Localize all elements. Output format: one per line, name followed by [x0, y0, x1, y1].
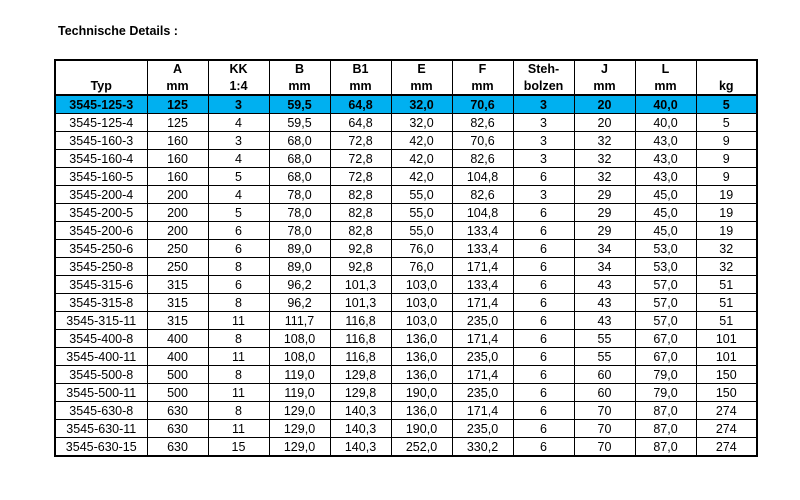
- cell-typ: 3545-315-8: [55, 294, 147, 312]
- cell-f: 235,0: [452, 348, 513, 366]
- cell-j: 29: [574, 186, 635, 204]
- cell-typ: 3545-160-4: [55, 150, 147, 168]
- cell-l: 79,0: [635, 366, 696, 384]
- cell-kg: 51: [696, 294, 757, 312]
- header-kg-top: [696, 60, 757, 77]
- cell-b1: 72,8: [330, 168, 391, 186]
- table-row: [55, 294, 757, 312]
- cell-b1: 140,3: [330, 420, 391, 438]
- table-row: [55, 132, 757, 150]
- cell-l: 53,0: [635, 258, 696, 276]
- cell-l: 57,0: [635, 276, 696, 294]
- cell-f: 171,4: [452, 402, 513, 420]
- cell-b1: 82,8: [330, 186, 391, 204]
- cell-b: 89,0: [269, 240, 330, 258]
- cell-typ: 3545-160-3: [55, 132, 147, 150]
- cell-kg: 150: [696, 366, 757, 384]
- cell-steh: 6: [513, 222, 574, 240]
- cell-kg: 9: [696, 132, 757, 150]
- cell-l: 43,0: [635, 168, 696, 186]
- table-header: [55, 60, 757, 95]
- cell-kg: 274: [696, 402, 757, 420]
- cell-e: 136,0: [391, 330, 452, 348]
- cell-b: 59,5: [269, 95, 330, 114]
- cell-kk: 11: [208, 420, 269, 438]
- cell-kg: 51: [696, 312, 757, 330]
- cell-steh: 3: [513, 132, 574, 150]
- cell-typ: 3545-500-8: [55, 366, 147, 384]
- cell-j: 60: [574, 366, 635, 384]
- cell-e: 190,0: [391, 420, 452, 438]
- cell-typ: 3545-315-11: [55, 312, 147, 330]
- cell-a: 160: [147, 168, 208, 186]
- cell-kg: 274: [696, 438, 757, 457]
- cell-kg: 19: [696, 186, 757, 204]
- cell-kk: 6: [208, 276, 269, 294]
- cell-steh: 3: [513, 150, 574, 168]
- cell-kk: 11: [208, 384, 269, 402]
- cell-f: 104,8: [452, 168, 513, 186]
- cell-steh: 3: [513, 114, 574, 132]
- cell-steh: 6: [513, 366, 574, 384]
- cell-steh: 6: [513, 204, 574, 222]
- cell-l: 57,0: [635, 312, 696, 330]
- cell-j: 55: [574, 348, 635, 366]
- cell-b1: 64,8: [330, 114, 391, 132]
- cell-f: 171,4: [452, 366, 513, 384]
- header-e-unit: mm: [391, 77, 452, 95]
- cell-j: 29: [574, 222, 635, 240]
- cell-b1: 140,3: [330, 438, 391, 457]
- cell-b: 59,5: [269, 114, 330, 132]
- cell-typ: 3545-630-15: [55, 438, 147, 457]
- cell-e: 42,0: [391, 132, 452, 150]
- cell-kk: 11: [208, 348, 269, 366]
- cell-kk: 5: [208, 204, 269, 222]
- cell-e: 76,0: [391, 258, 452, 276]
- cell-typ: 3545-630-11: [55, 420, 147, 438]
- cell-steh: 6: [513, 384, 574, 402]
- cell-kk: 8: [208, 330, 269, 348]
- cell-a: 630: [147, 402, 208, 420]
- table-row: [55, 348, 757, 366]
- cell-l: 79,0: [635, 384, 696, 402]
- header-b-unit: mm: [269, 77, 330, 95]
- header-j-unit: mm: [574, 77, 635, 95]
- cell-typ: 3545-200-4: [55, 186, 147, 204]
- table-body: [55, 95, 757, 456]
- cell-b: 119,0: [269, 384, 330, 402]
- cell-a: 250: [147, 240, 208, 258]
- header-j-top: J: [574, 60, 635, 77]
- cell-typ: 3545-160-5: [55, 168, 147, 186]
- cell-kk: 3: [208, 132, 269, 150]
- cell-l: 43,0: [635, 150, 696, 168]
- header-f-unit: mm: [452, 77, 513, 95]
- table-row: [55, 186, 757, 204]
- cell-l: 53,0: [635, 240, 696, 258]
- cell-b1: 129,8: [330, 384, 391, 402]
- cell-e: 103,0: [391, 294, 452, 312]
- cell-f: 70,6: [452, 132, 513, 150]
- cell-b1: 116,8: [330, 348, 391, 366]
- cell-b: 78,0: [269, 186, 330, 204]
- cell-l: 45,0: [635, 222, 696, 240]
- cell-a: 630: [147, 420, 208, 438]
- cell-b1: 72,8: [330, 132, 391, 150]
- cell-j: 70: [574, 420, 635, 438]
- cell-b: 68,0: [269, 132, 330, 150]
- cell-b: 129,0: [269, 420, 330, 438]
- section-title: Technische Details :: [58, 24, 178, 38]
- cell-j: 43: [574, 276, 635, 294]
- cell-steh: 6: [513, 294, 574, 312]
- table-row: [55, 420, 757, 438]
- cell-steh: 6: [513, 240, 574, 258]
- cell-b: 96,2: [269, 294, 330, 312]
- cell-j: 70: [574, 438, 635, 457]
- cell-b: 129,0: [269, 402, 330, 420]
- cell-l: 45,0: [635, 204, 696, 222]
- cell-j: 60: [574, 384, 635, 402]
- cell-f: 235,0: [452, 420, 513, 438]
- cell-kg: 101: [696, 330, 757, 348]
- cell-l: 67,0: [635, 348, 696, 366]
- cell-f: 70,6: [452, 95, 513, 114]
- cell-kg: 150: [696, 384, 757, 402]
- cell-j: 20: [574, 114, 635, 132]
- cell-kg: 5: [696, 114, 757, 132]
- cell-a: 400: [147, 330, 208, 348]
- cell-b1: 92,8: [330, 240, 391, 258]
- cell-typ: 3545-125-3: [55, 95, 147, 114]
- cell-e: 42,0: [391, 168, 452, 186]
- table-row: [55, 438, 757, 457]
- cell-f: 330,2: [452, 438, 513, 457]
- cell-steh: 6: [513, 402, 574, 420]
- table-row: [55, 114, 757, 132]
- header-stehbolzen-top: Steh-: [513, 60, 574, 77]
- cell-j: 20: [574, 95, 635, 114]
- cell-a: 160: [147, 150, 208, 168]
- cell-j: 32: [574, 150, 635, 168]
- cell-kg: 9: [696, 168, 757, 186]
- cell-steh: 3: [513, 95, 574, 114]
- cell-f: 171,4: [452, 330, 513, 348]
- cell-f: 133,4: [452, 276, 513, 294]
- cell-f: 82,6: [452, 114, 513, 132]
- cell-kk: 4: [208, 150, 269, 168]
- cell-e: 136,0: [391, 366, 452, 384]
- cell-e: 190,0: [391, 384, 452, 402]
- cell-typ: 3545-500-11: [55, 384, 147, 402]
- cell-l: 57,0: [635, 294, 696, 312]
- table-row: [55, 330, 757, 348]
- header-stehbolzen-bottom: bolzen: [513, 77, 574, 95]
- cell-steh: 6: [513, 276, 574, 294]
- cell-b: 119,0: [269, 366, 330, 384]
- cell-j: 32: [574, 132, 635, 150]
- cell-kk: 4: [208, 186, 269, 204]
- cell-e: 136,0: [391, 402, 452, 420]
- cell-typ: 3545-400-11: [55, 348, 147, 366]
- cell-b1: 116,8: [330, 312, 391, 330]
- cell-kk: 4: [208, 114, 269, 132]
- cell-b: 129,0: [269, 438, 330, 457]
- cell-a: 250: [147, 258, 208, 276]
- cell-b: 68,0: [269, 168, 330, 186]
- cell-steh: 6: [513, 348, 574, 366]
- cell-kg: 32: [696, 240, 757, 258]
- cell-l: 87,0: [635, 420, 696, 438]
- cell-j: 70: [574, 402, 635, 420]
- table-row: [55, 312, 757, 330]
- cell-a: 125: [147, 114, 208, 132]
- cell-typ: 3545-200-5: [55, 204, 147, 222]
- cell-b: 68,0: [269, 150, 330, 168]
- header-f-top: F: [452, 60, 513, 77]
- cell-a: 315: [147, 294, 208, 312]
- cell-a: 400: [147, 348, 208, 366]
- header-kg: kg: [696, 77, 757, 95]
- cell-l: 40,0: [635, 95, 696, 114]
- cell-kk: 11: [208, 312, 269, 330]
- cell-e: 76,0: [391, 240, 452, 258]
- cell-a: 315: [147, 276, 208, 294]
- table-row: [55, 95, 757, 114]
- cell-a: 125: [147, 95, 208, 114]
- cell-steh: 6: [513, 168, 574, 186]
- cell-kk: 8: [208, 402, 269, 420]
- cell-typ: 3545-250-8: [55, 258, 147, 276]
- header-kk-top: KK: [208, 60, 269, 77]
- cell-kg: 19: [696, 204, 757, 222]
- cell-f: 82,6: [452, 150, 513, 168]
- cell-kk: 8: [208, 294, 269, 312]
- header-row-top: [55, 60, 757, 77]
- cell-l: 67,0: [635, 330, 696, 348]
- cell-f: 235,0: [452, 312, 513, 330]
- cell-kk: 6: [208, 240, 269, 258]
- cell-kg: 274: [696, 420, 757, 438]
- header-typ-top: [55, 60, 147, 77]
- table-row: [55, 204, 757, 222]
- header-l-unit: mm: [635, 77, 696, 95]
- table-row: [55, 240, 757, 258]
- cell-f: 104,8: [452, 204, 513, 222]
- cell-b1: 72,8: [330, 150, 391, 168]
- header-b1-top: B1: [330, 60, 391, 77]
- header-row-bottom: [55, 77, 757, 95]
- cell-typ: 3545-315-6: [55, 276, 147, 294]
- table-row: [55, 366, 757, 384]
- cell-b: 78,0: [269, 222, 330, 240]
- table-row: [55, 168, 757, 186]
- cell-b: 78,0: [269, 204, 330, 222]
- cell-b1: 129,8: [330, 366, 391, 384]
- cell-kg: 19: [696, 222, 757, 240]
- cell-kk: 6: [208, 222, 269, 240]
- cell-kg: 9: [696, 150, 757, 168]
- cell-steh: 6: [513, 258, 574, 276]
- cell-steh: 6: [513, 438, 574, 457]
- cell-f: 171,4: [452, 258, 513, 276]
- cell-j: 34: [574, 240, 635, 258]
- cell-f: 82,6: [452, 186, 513, 204]
- cell-a: 500: [147, 384, 208, 402]
- cell-b: 108,0: [269, 348, 330, 366]
- cell-j: 29: [574, 204, 635, 222]
- header-typ: Typ: [55, 77, 147, 95]
- cell-b: 96,2: [269, 276, 330, 294]
- cell-b: 108,0: [269, 330, 330, 348]
- cell-a: 200: [147, 204, 208, 222]
- cell-steh: 6: [513, 312, 574, 330]
- cell-kg: 101: [696, 348, 757, 366]
- cell-b1: 92,8: [330, 258, 391, 276]
- header-kk-unit: 1:4: [208, 77, 269, 95]
- cell-a: 630: [147, 438, 208, 457]
- cell-typ: 3545-630-8: [55, 402, 147, 420]
- cell-e: 32,0: [391, 114, 452, 132]
- cell-typ: 3545-250-6: [55, 240, 147, 258]
- cell-kg: 32: [696, 258, 757, 276]
- cell-j: 34: [574, 258, 635, 276]
- header-a-unit: mm: [147, 77, 208, 95]
- cell-steh: 6: [513, 330, 574, 348]
- cell-steh: 3: [513, 186, 574, 204]
- cell-typ: 3545-125-4: [55, 114, 147, 132]
- cell-a: 500: [147, 366, 208, 384]
- cell-l: 45,0: [635, 186, 696, 204]
- cell-j: 43: [574, 294, 635, 312]
- cell-b1: 116,8: [330, 330, 391, 348]
- cell-e: 103,0: [391, 312, 452, 330]
- cell-e: 42,0: [391, 150, 452, 168]
- table-row: [55, 384, 757, 402]
- cell-e: 252,0: [391, 438, 452, 457]
- table-row: [55, 150, 757, 168]
- technical-details-table: [54, 59, 758, 457]
- cell-l: 40,0: [635, 114, 696, 132]
- table-row: [55, 402, 757, 420]
- cell-f: 171,4: [452, 294, 513, 312]
- cell-f: 133,4: [452, 222, 513, 240]
- cell-steh: 6: [513, 420, 574, 438]
- cell-b1: 101,3: [330, 294, 391, 312]
- cell-j: 43: [574, 312, 635, 330]
- header-b-top: B: [269, 60, 330, 77]
- cell-l: 43,0: [635, 132, 696, 150]
- cell-typ: 3545-200-6: [55, 222, 147, 240]
- cell-kk: 3: [208, 95, 269, 114]
- cell-b1: 64,8: [330, 95, 391, 114]
- cell-b: 111,7: [269, 312, 330, 330]
- header-l-top: L: [635, 60, 696, 77]
- cell-b1: 140,3: [330, 402, 391, 420]
- table-row: [55, 276, 757, 294]
- cell-kg: 51: [696, 276, 757, 294]
- cell-j: 32: [574, 168, 635, 186]
- cell-e: 103,0: [391, 276, 452, 294]
- header-a-top: A: [147, 60, 208, 77]
- cell-kk: 15: [208, 438, 269, 457]
- cell-a: 200: [147, 222, 208, 240]
- table-row: [55, 258, 757, 276]
- cell-b1: 101,3: [330, 276, 391, 294]
- cell-e: 55,0: [391, 222, 452, 240]
- cell-f: 235,0: [452, 384, 513, 402]
- cell-typ: 3545-400-8: [55, 330, 147, 348]
- table-row: [55, 222, 757, 240]
- header-b1-unit: mm: [330, 77, 391, 95]
- cell-kk: 8: [208, 258, 269, 276]
- cell-b1: 82,8: [330, 204, 391, 222]
- cell-b: 89,0: [269, 258, 330, 276]
- cell-a: 315: [147, 312, 208, 330]
- cell-kk: 5: [208, 168, 269, 186]
- cell-l: 87,0: [635, 402, 696, 420]
- cell-e: 55,0: [391, 204, 452, 222]
- cell-b1: 82,8: [330, 222, 391, 240]
- cell-a: 200: [147, 186, 208, 204]
- cell-kg: 5: [696, 95, 757, 114]
- cell-kk: 8: [208, 366, 269, 384]
- cell-e: 136,0: [391, 348, 452, 366]
- cell-a: 160: [147, 132, 208, 150]
- cell-l: 87,0: [635, 438, 696, 457]
- cell-j: 55: [574, 330, 635, 348]
- header-e-top: E: [391, 60, 452, 77]
- cell-f: 133,4: [452, 240, 513, 258]
- cell-e: 32,0: [391, 95, 452, 114]
- cell-e: 55,0: [391, 186, 452, 204]
